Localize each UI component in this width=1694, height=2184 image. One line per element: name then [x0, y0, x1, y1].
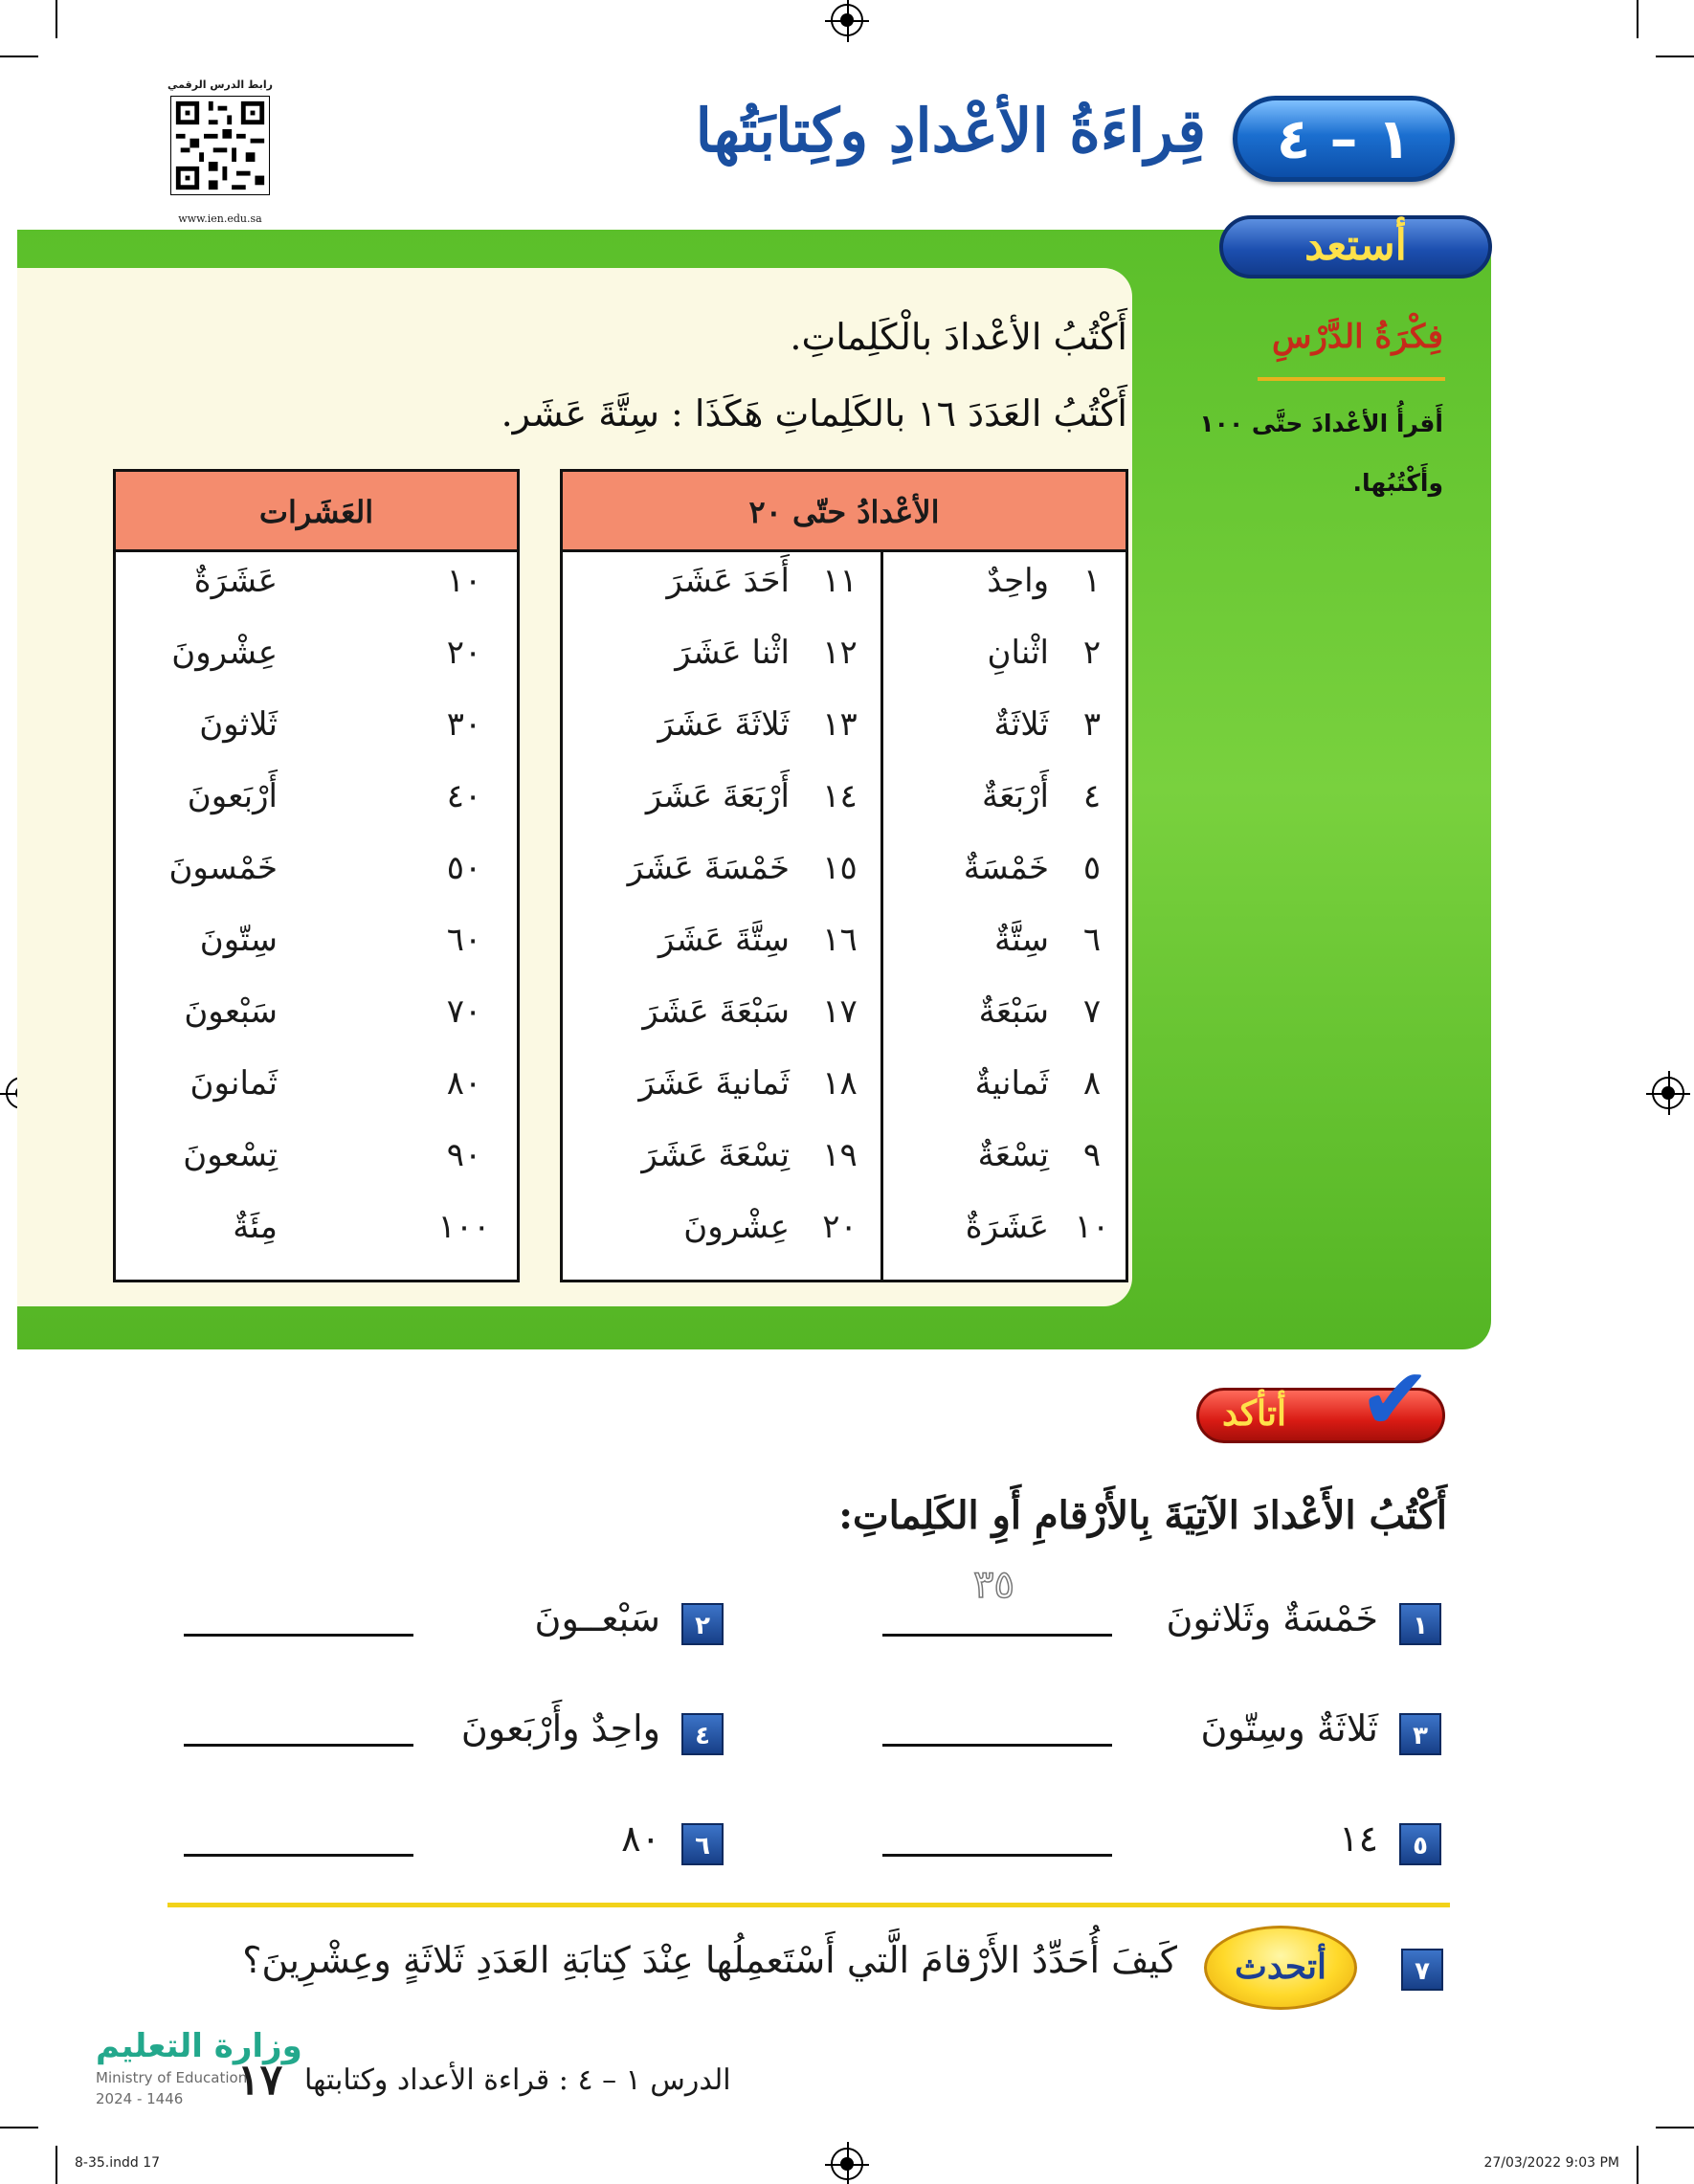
- number-cell: ١٨: [822, 1064, 858, 1103]
- table-row: [563, 705, 880, 777]
- qr-url[interactable]: www.ien.edu.sa: [178, 212, 262, 225]
- numbers-column-right: [883, 552, 1126, 1280]
- checkmark-icon: ✔: [1359, 1349, 1432, 1450]
- page-number: ١٧: [237, 2056, 283, 2105]
- footer-lesson-label: الدرس ١ – ٤ : قراءة الأعداد وكتابتها: [304, 2063, 731, 2097]
- numbers-to-20-table: [560, 469, 1128, 1282]
- number-cell: ٦٠: [446, 921, 482, 959]
- answer-line[interactable]: [184, 1744, 413, 1747]
- question-text: واحِدٌ وأَرْبَعونَ: [460, 1707, 660, 1749]
- crop-mark: [1656, 2127, 1694, 2128]
- question-number: ٢: [681, 1603, 724, 1645]
- question-number: ٦: [681, 1823, 724, 1865]
- talk-bubble-icon: أتحدث: [1204, 1926, 1357, 2010]
- number-cell: ١٧: [822, 992, 858, 1031]
- word-cell: تِسْعونَ: [183, 1136, 278, 1174]
- word-cell: سِتّونَ: [199, 921, 278, 959]
- word-cell: مِئَةٌ: [233, 1208, 278, 1246]
- ministry-english: Ministry of Education: [96, 2069, 248, 2086]
- registration-mark-icon: [831, 2148, 863, 2180]
- table-header: الأعْدادُ حتّى ٢٠: [563, 472, 1126, 552]
- table-row: [563, 992, 880, 1064]
- number-cell: ١٤: [822, 777, 858, 815]
- word-cell: عِشْرونَ: [683, 1208, 790, 1246]
- table-row: [116, 562, 517, 634]
- table-row: [883, 705, 1126, 777]
- table-row: [116, 777, 517, 849]
- lesson-idea-title: فِكْرَةُ الدَّرْسِ: [1271, 318, 1443, 356]
- number-cell: ٥٠: [446, 849, 482, 887]
- date-slug: 27/03/2022 9:03 PM: [1483, 2155, 1619, 2171]
- crop-mark: [0, 56, 38, 57]
- confirm-instruction: أَكْتُبُ الأَعْدادَ الآتِيَةَ بِالأَرْقامِ أَوِ الكَلِماتِ:: [838, 1493, 1447, 1538]
- word-cell: خَمْسونَ: [168, 849, 278, 887]
- table-row: [883, 849, 1126, 921]
- answer-line[interactable]: [184, 1854, 413, 1857]
- crop-mark: [56, 0, 57, 38]
- number-cell: ٩: [1082, 1136, 1102, 1174]
- crop-mark: [1637, 0, 1638, 38]
- number-cell: ١١: [822, 562, 858, 600]
- confirm-badge: أتأكد: [1196, 1388, 1445, 1443]
- table-row: [116, 992, 517, 1064]
- word-cell: سِتَّةٌ: [994, 921, 1049, 959]
- word-cell: سِتَّةَ عَشَرَ: [658, 921, 790, 959]
- talk-question: كَيفَ أُحَدِّدُ الأَرْقامَ الَّتي أَسْتَعمِلُها عِنْدَ كِتابَةِ العَدَدِ ثَلاثَةٍ وعِشْرِينَ؟: [242, 1939, 1177, 1981]
- number-cell: ٦: [1082, 921, 1102, 959]
- word-cell: خَمْسَةٌ: [963, 849, 1049, 887]
- question-text: سَبْعــونَ: [534, 1597, 660, 1639]
- answer-line[interactable]: [882, 1744, 1112, 1747]
- word-cell: أَرْبَعَةَ عَشَرَ: [645, 777, 790, 815]
- number-cell: ٩٠: [446, 1136, 482, 1174]
- table-row: [116, 1064, 517, 1136]
- table-row: [116, 1136, 517, 1208]
- tens-column: [116, 552, 517, 1280]
- table-row: [563, 849, 880, 921]
- question-number: ١: [1399, 1603, 1441, 1645]
- table-row: [116, 705, 517, 777]
- instruction-1: أَكْتُبُ الأعْدادَ بالْكَلِماتِ.: [790, 316, 1127, 358]
- table-row: [563, 1136, 880, 1208]
- table-row: [883, 562, 1126, 634]
- crop-mark: [1637, 2146, 1638, 2184]
- word-cell: اثْنانِ: [987, 634, 1049, 672]
- table-row: [563, 777, 880, 849]
- word-cell: أَرْبَعونَ: [187, 777, 278, 815]
- number-cell: ٥: [1082, 849, 1102, 887]
- word-cell: اثْنا عَشَرَ: [675, 634, 790, 672]
- number-cell: ١٥: [822, 849, 858, 887]
- section-divider: [167, 1903, 1450, 1907]
- number-cell: ٧: [1082, 992, 1102, 1031]
- file-slug: 8-35.indd 17: [75, 2155, 161, 2171]
- number-cell: ٤: [1082, 777, 1102, 815]
- table-row: [116, 849, 517, 921]
- instruction-2: أَكْتُبُ العَدَدَ ١٦ بالكَلِماتِ هَكَذَا : سِتَّةَ عَشَر.: [501, 392, 1127, 435]
- question-number: ٧: [1401, 1949, 1443, 1991]
- question-text: ثَلاثَةٌ وسِتّونَ: [1200, 1707, 1378, 1749]
- number-cell: ٢: [1082, 634, 1102, 672]
- table-row: [116, 921, 517, 992]
- number-cell: ٢٠: [822, 1208, 858, 1246]
- table-row: [563, 1208, 880, 1280]
- table-row: [563, 1064, 880, 1136]
- table-row: [883, 992, 1126, 1064]
- qr-label: رابط الدرس الرقمي: [167, 78, 273, 91]
- table-row: [883, 777, 1126, 849]
- table-row: [116, 634, 517, 705]
- crop-mark: [56, 2146, 57, 2184]
- year-label: 2024 - 1446: [96, 2090, 184, 2107]
- word-cell: واحِدٌ: [987, 562, 1049, 600]
- table-row: [563, 921, 880, 992]
- word-cell: ثَمانونَ: [189, 1064, 278, 1103]
- lesson-idea-line2: وأَكْتُبُها.: [1352, 469, 1443, 497]
- word-cell: سَبْعَةٌ: [978, 992, 1049, 1031]
- word-cell: سَبْعونَ: [184, 992, 278, 1031]
- table-row: [883, 1136, 1126, 1208]
- word-cell: سَبْعَةَ عَشَرَ: [642, 992, 790, 1031]
- crop-mark: [1656, 56, 1694, 57]
- answer-line[interactable]: [184, 1634, 413, 1637]
- number-cell: ١٠٠: [437, 1208, 491, 1246]
- number-cell: ٢٠: [446, 634, 482, 672]
- registration-mark-icon: [1652, 1077, 1684, 1109]
- question-number: ٣: [1399, 1713, 1441, 1755]
- ready-badge: أستعد: [1219, 215, 1492, 279]
- word-cell: أَحَدَ عَشَرَ: [666, 562, 790, 600]
- ministry-logo-text: وزارة التعليم: [96, 2027, 302, 2065]
- word-cell: عِشْرونَ: [171, 634, 278, 672]
- table-header: العَشَرات: [116, 472, 517, 552]
- table-row: [883, 921, 1126, 992]
- table-row: [883, 1064, 1126, 1136]
- word-cell: ثَلاثونَ: [199, 705, 278, 744]
- number-cell: ١٠: [1074, 1208, 1110, 1246]
- answer-line[interactable]: [882, 1634, 1112, 1637]
- word-cell: تِسْعَةٌ: [977, 1136, 1049, 1174]
- number-cell: ١: [1082, 562, 1102, 600]
- word-cell: أَرْبَعَةٌ: [982, 777, 1049, 815]
- number-cell: ١٢: [822, 634, 858, 672]
- word-cell: عَشَرَةٌ: [193, 562, 278, 600]
- table-row: [116, 1208, 517, 1280]
- crop-mark: [0, 2127, 38, 2128]
- word-cell: ثَمانيةَ عَشَرَ: [638, 1064, 790, 1103]
- qr-code-icon[interactable]: [170, 96, 270, 195]
- tens-table: [113, 469, 520, 1282]
- table-row: [563, 634, 880, 705]
- word-cell: ثَلاثَةَ عَشَرَ: [658, 705, 790, 744]
- question-text: ١٤: [1339, 1817, 1378, 1860]
- word-cell: خَمْسَةَ عَشَرَ: [627, 849, 790, 887]
- lesson-idea-line1: أَقرأُ الأعْدادَ حتَّى ١٠٠: [1199, 410, 1443, 437]
- table-row: [883, 1208, 1126, 1280]
- word-cell: تِسْعَةَ عَشَرَ: [641, 1136, 790, 1174]
- number-cell: ١٣: [822, 705, 858, 744]
- number-cell: ٧٠: [446, 992, 482, 1031]
- number-cell: ٣: [1082, 705, 1102, 744]
- question-text: ٨٠: [621, 1817, 660, 1860]
- idea-underline: [1258, 377, 1445, 381]
- table-row: [563, 562, 880, 634]
- number-cell: ٨٠: [446, 1064, 482, 1103]
- question-text: خَمْسَةٌ وثَلاثونَ: [1166, 1597, 1378, 1639]
- word-cell: عَشَرَةٌ: [965, 1208, 1049, 1246]
- lesson-number-badge: ١ – ٤: [1233, 96, 1455, 182]
- number-cell: ٨: [1082, 1064, 1102, 1103]
- question-number: ٤: [681, 1713, 724, 1755]
- word-cell: ثَلاثَةٌ: [993, 705, 1049, 744]
- question-number: ٥: [1399, 1823, 1441, 1865]
- numbers-column-left: [563, 552, 880, 1280]
- sample-answer: ٣٥: [973, 1563, 1014, 1607]
- table-row: [883, 634, 1126, 705]
- answer-line[interactable]: [882, 1854, 1112, 1857]
- number-cell: ٤٠: [446, 777, 482, 815]
- page-title: قِراءَةُ الأعْدادِ وكِتابَتُها: [695, 96, 1206, 166]
- registration-mark-icon: [831, 4, 863, 36]
- number-cell: ١٠: [446, 562, 482, 600]
- number-cell: ٣٠: [446, 705, 482, 744]
- number-cell: ١٩: [822, 1136, 858, 1174]
- number-cell: ١٦: [822, 921, 858, 959]
- word-cell: ثَمانيةٌ: [974, 1064, 1049, 1103]
